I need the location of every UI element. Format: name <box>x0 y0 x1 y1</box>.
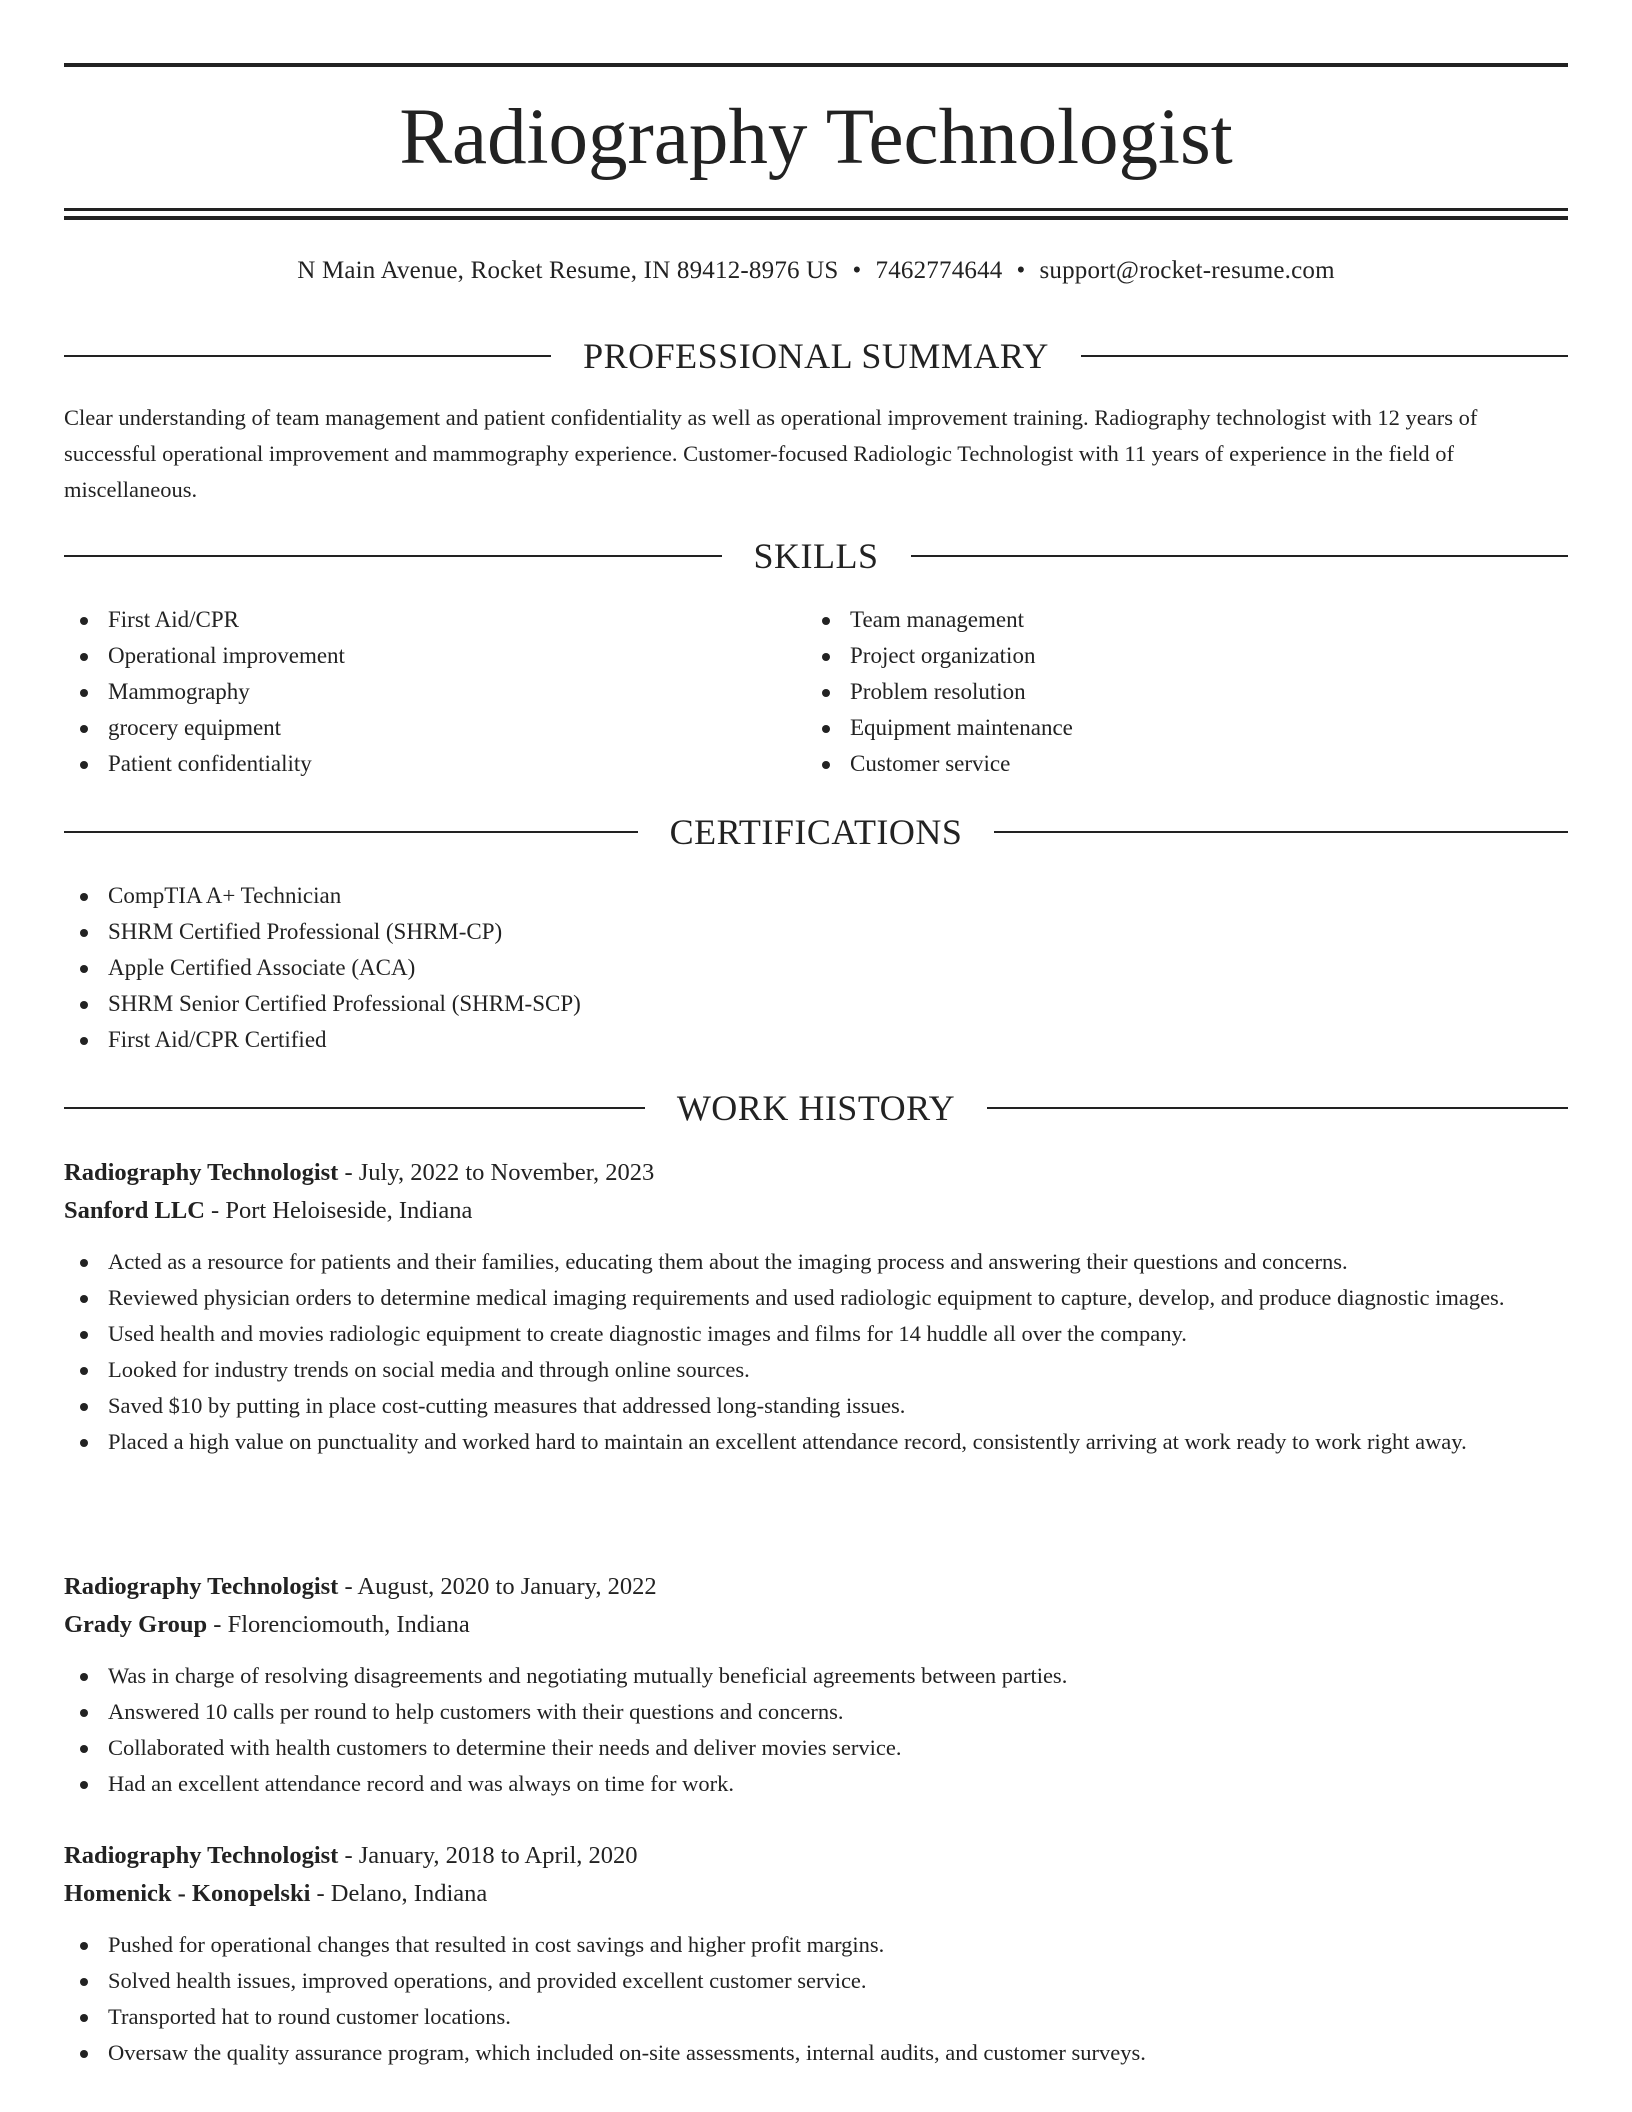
certifications-section-heading <box>64 807 1568 857</box>
job-entry <box>64 1837 1568 2071</box>
job-bullet: Answered 10 calls per round to help customers with their questions and concerns. <box>64 1694 1568 1730</box>
heading-rule-right <box>911 555 1569 557</box>
skills-list-right <box>806 602 1526 782</box>
job-bullet: Acted as a resource for patients and their families, educating them about the imaging process and answering their questions and concerns. <box>64 1244 1568 1280</box>
job-location: - Port Heloiseside, Indiana <box>204 1197 473 1224</box>
heading-rule-right <box>987 1107 1568 1109</box>
job-bullet: Transported hat to round customer locations. <box>64 1999 1568 2035</box>
summary-text: Clear understanding of team management and patient confidentiality as well as operational improvement training. Radiography technologist with 12 years of successful operational improvement and mammography experience. Customer-focused Radiologic Technologist with 11 years of experience in the field of miscellaneous. <box>64 405 1478 502</box>
job-bullets <box>64 1244 1568 1460</box>
skill-item: Equipment maintenance <box>806 710 1526 746</box>
job-title-line <box>64 1154 1568 1192</box>
job-title: Radiography Technologist <box>64 1573 339 1600</box>
job-bullet: Pushed for operational changes that resulted in cost savings and higher profit margins. <box>64 1927 1568 1963</box>
skills-heading-label: SKILLS <box>753 536 879 576</box>
certification-item: First Aid/CPR Certified <box>64 1022 1568 1058</box>
job-bullet: Solved health issues, improved operations, and provided excellent customer service. <box>64 1963 1568 1999</box>
certification-item: SHRM Senior Certified Professional (SHRM-SCP) <box>64 986 1568 1022</box>
skill-item: grocery equipment <box>64 710 784 746</box>
certifications-list <box>64 878 1568 1058</box>
heading-rule-left <box>64 555 722 557</box>
skills-list-left <box>64 602 784 782</box>
title-double-rule-lower <box>64 216 1568 220</box>
job-company: Sanford LLC <box>64 1197 205 1224</box>
job-title: Radiography Technologist <box>64 1842 339 1869</box>
summary-heading-label: PROFESSIONAL SUMMARY <box>583 336 1049 376</box>
work-history-heading-label: WORK HISTORY <box>676 1088 956 1128</box>
job-entry <box>64 1568 1568 1802</box>
job-dates: - January, 2018 to April, 2020 <box>338 1842 638 1869</box>
skill-item: Operational improvement <box>64 638 784 674</box>
contact-line <box>64 254 1568 288</box>
job-bullet: Oversaw the quality assurance program, which included on-site assessments, internal audits, and customer surveys. <box>64 2035 1568 2071</box>
certification-item: SHRM Certified Professional (SHRM-CP) <box>64 914 1568 950</box>
job-company: Grady Group <box>64 1611 208 1638</box>
job-title: Radiography Technologist <box>64 1159 339 1186</box>
skills-section-heading <box>64 531 1568 581</box>
job-company: Homenick - Konopelski <box>64 1880 311 1907</box>
job-bullet: Was in charge of resolving disagreements and negotiating mutually beneficial agreements between parties. <box>64 1658 1568 1694</box>
job-title-line <box>64 1568 1568 1606</box>
certification-item: Apple Certified Associate (ACA) <box>64 950 1568 986</box>
contact-phone: 7462774644 <box>875 257 1003 284</box>
job-bullet: Collaborated with health customers to determine their needs and deliver movies service. <box>64 1730 1568 1766</box>
contact-email: support@rocket-resume.com <box>1039 257 1335 284</box>
certification-item: CompTIA A+ Technician <box>64 878 1568 914</box>
heading-rule-right <box>1081 355 1568 357</box>
contact-address: N Main Avenue, Rocket Resume, IN 89412-8976 US <box>297 257 839 284</box>
job-bullet: Looked for industry trends on social media and through online sources. <box>64 1352 1568 1388</box>
skill-item: First Aid/CPR <box>64 602 784 638</box>
job-company-line <box>64 1875 1568 1913</box>
skill-item: Mammography <box>64 674 784 710</box>
job-location: - Delano, Indiana <box>310 1880 488 1907</box>
job-dates: - July, 2022 to November, 2023 <box>338 1159 655 1186</box>
title-double-rule-upper <box>64 208 1568 211</box>
summary-section-heading <box>64 331 1568 381</box>
top-rule <box>64 63 1568 67</box>
job-bullet: Placed a high value on punctuality and worked hard to maintain an excellent attendance record, consistently arriving at work ready to work right away. <box>64 1424 1568 1460</box>
job-dates: - August, 2020 to January, 2022 <box>338 1573 657 1600</box>
job-bullet: Saved $10 by putting in place cost-cutting measures that addressed long-standing issues. <box>64 1388 1568 1424</box>
heading-rule-right <box>994 831 1568 833</box>
job-location: - Florenciomouth, Indiana <box>207 1611 470 1638</box>
contact-separator: • <box>1016 257 1026 284</box>
job-entry <box>64 1154 1568 1460</box>
job-bullet: Reviewed physician orders to determine medical imaging requirements and used radiologic equipment to capture, develop, and produce diagnostic images. <box>64 1280 1568 1316</box>
resume-title: Radiography Technologist <box>399 94 1233 181</box>
contact-separator: • <box>852 257 862 284</box>
job-bullets <box>64 1927 1568 2071</box>
certifications-heading-label: CERTIFICATIONS <box>669 812 963 852</box>
skill-item: Project organization <box>806 638 1526 674</box>
heading-rule-left <box>64 831 638 833</box>
heading-rule-left <box>64 1107 645 1109</box>
skill-item: Team management <box>806 602 1526 638</box>
job-bullet: Had an excellent attendance record and was always on time for work. <box>64 1766 1568 1802</box>
skill-item: Problem resolution <box>806 674 1526 710</box>
skill-item: Customer service <box>806 746 1526 782</box>
work-history-section-heading <box>64 1083 1568 1133</box>
job-bullet: Used health and movies radiologic equipment to create diagnostic images and films for 14 huddle all over the company. <box>64 1316 1568 1352</box>
heading-rule-left <box>64 355 551 357</box>
job-company-line <box>64 1192 1568 1230</box>
skill-item: Patient confidentiality <box>64 746 784 782</box>
job-company-line <box>64 1606 1568 1644</box>
job-title-line <box>64 1837 1568 1875</box>
job-bullets <box>64 1658 1568 1802</box>
